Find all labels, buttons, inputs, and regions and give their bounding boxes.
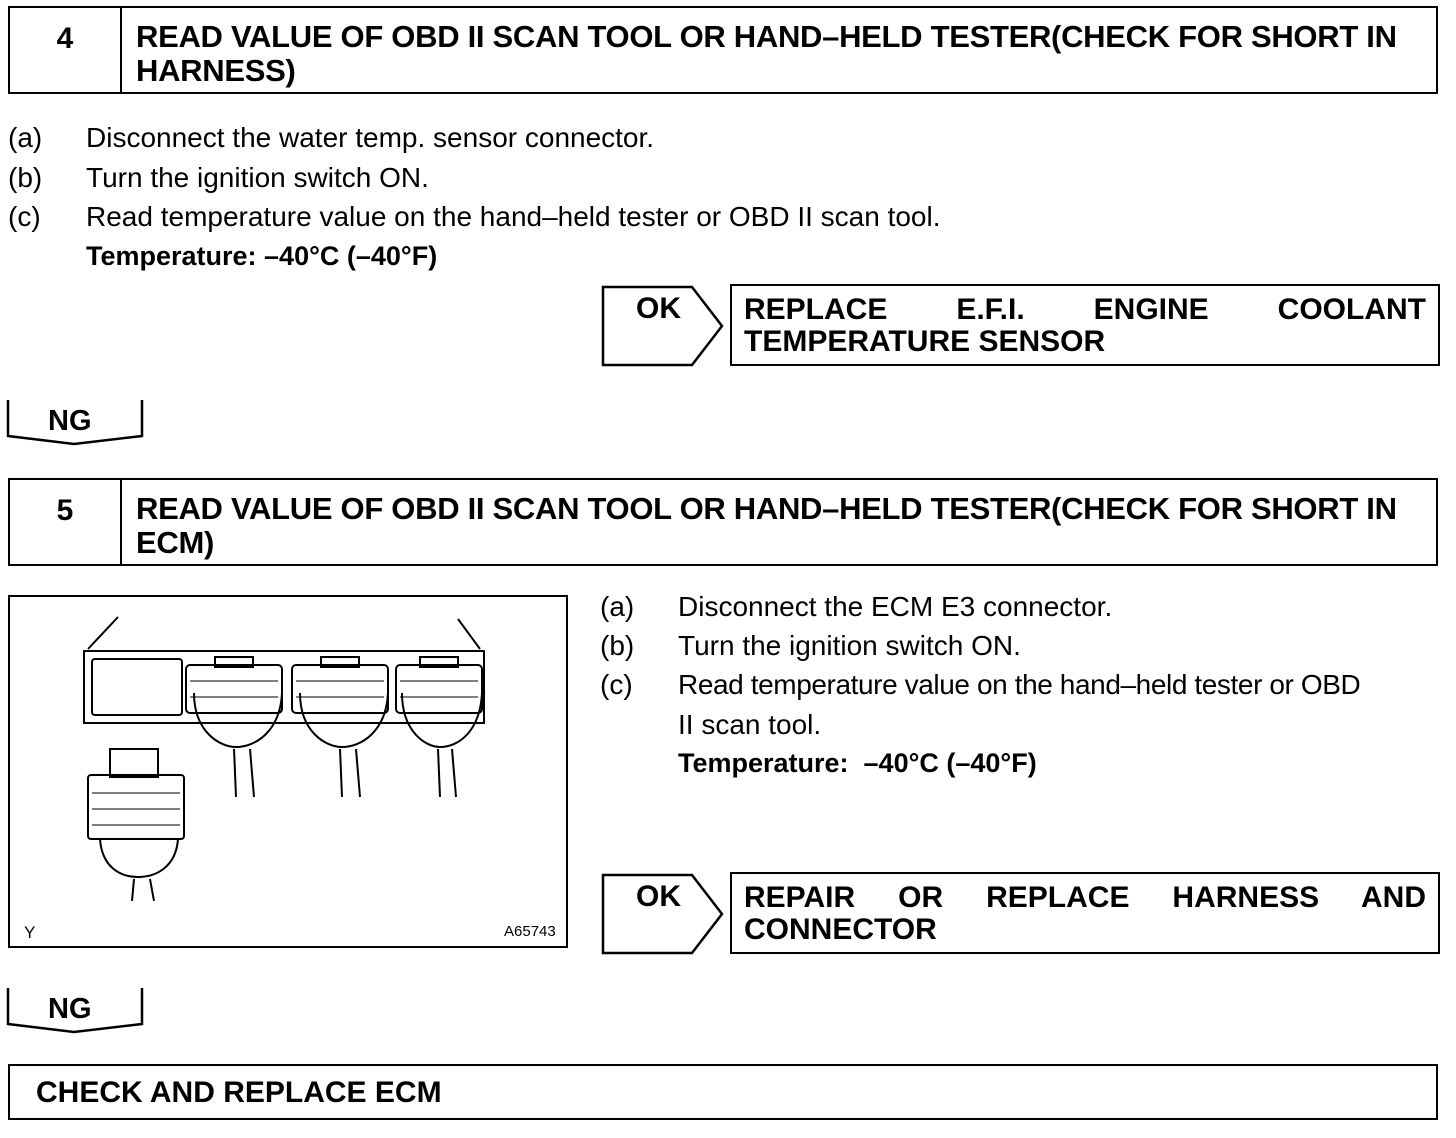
- item-text-cont: II scan tool.: [678, 709, 822, 740]
- result-line-1: REPAIR OR REPLACE HARNESS AND: [744, 881, 1426, 914]
- result-line-2: CONNECTOR: [744, 913, 937, 946]
- step4-ng-label: NG: [48, 405, 92, 437]
- ecm-connector-figure: [8, 595, 568, 948]
- item-label: (a): [600, 591, 635, 622]
- step4-ok-result: [730, 284, 1440, 366]
- step5-ok-result: [730, 872, 1440, 954]
- step4-header: [8, 6, 1438, 94]
- item-text: Read temperature value on the hand–held tester or OBD II scan tool.: [86, 201, 941, 232]
- figure-code: A65743: [504, 923, 556, 940]
- step4-ok-label: OK: [636, 292, 681, 325]
- step5-number: 5: [10, 480, 122, 564]
- ecm-connector-illustration: [10, 597, 566, 946]
- item-text: Disconnect the water temp. sensor connector.: [86, 122, 655, 153]
- item-label: (c): [600, 669, 633, 700]
- step5-header: [8, 478, 1438, 566]
- result-line-1: REPLACE E.F.I. ENGINE COOLANT: [744, 293, 1426, 326]
- item-text: Disconnect the ECM E3 connector.: [678, 591, 1113, 622]
- result-line-2: TEMPERATURE SENSOR: [744, 325, 1106, 358]
- item-label: (b): [600, 630, 635, 661]
- step4-title: READ VALUE OF OBD II SCAN TOOL OR HAND–HELD TESTER(CHECK FOR SHORT IN HARNESS): [136, 19, 1397, 88]
- final-action-text: CHECK AND REPLACE ECM: [36, 1076, 442, 1109]
- item-label: (c): [8, 201, 41, 232]
- final-action-box: [8, 1064, 1438, 1120]
- step5-ng-label: NG: [48, 993, 92, 1025]
- item-label: (b): [8, 162, 43, 193]
- step5-item-c-cont: [678, 709, 821, 741]
- item-text: Turn the ignition switch ON.: [678, 630, 1021, 661]
- step4-number: 4: [10, 8, 122, 92]
- step5-title: READ VALUE OF OBD II SCAN TOOL OR HAND–HELD TESTER(CHECK FOR SHORT IN ECM): [136, 491, 1397, 560]
- step5-ok-label: OK: [636, 880, 681, 913]
- item-text: Turn the ignition switch ON.: [86, 162, 429, 193]
- step5-spec: Temperature: –40°C (–40°F): [678, 748, 1037, 778]
- step4-spec: Temperature: –40°C (–40°F): [86, 241, 438, 271]
- figure-corner-label: Y: [24, 923, 36, 942]
- item-text: Read temperature value on the hand–held tester or OBD: [678, 669, 1361, 700]
- item-label: (a): [8, 122, 43, 153]
